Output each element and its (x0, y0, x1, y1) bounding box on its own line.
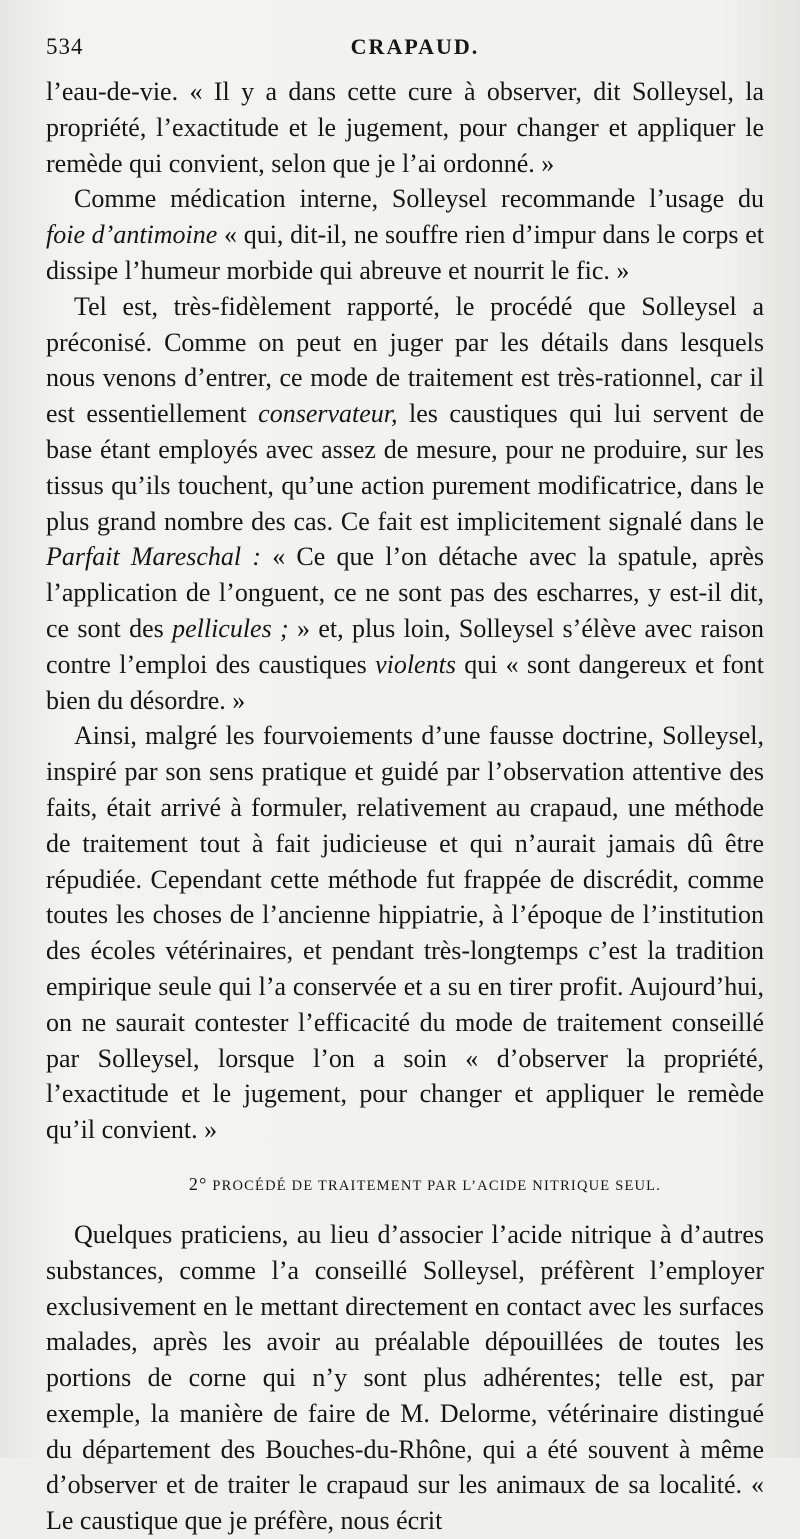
paragraph-2-italic: foie d’antimoine (46, 220, 218, 250)
body-text (46, 74, 764, 1539)
paragraph-2-text-a: Comme médication interne, Solleysel recommande l’usage du (74, 184, 764, 214)
paragraph-3-italic-3: pellicules ; (172, 613, 289, 643)
paragraph-3-italic-2: Parfait Mareschal : (46, 542, 261, 572)
paragraph-3-text-c: « Ce que l’on détache avec la spatule, après l’application de l’onguent, ce ne sont pas des escharres, y est-il dit, ce sont des (46, 542, 765, 643)
paragraph-2-text-b: « qui, dit-il, ne souffre rien d’impur dans le corps et dissipe l’humeur morbide qui abreuve et nourrit le fic. » (46, 220, 765, 285)
paragraph-3-italic-1: conservateur, (258, 399, 398, 429)
section-heading (46, 1174, 764, 1195)
section-heading-text: PROCÉDÉ DE TRAITEMENT PAR L’ACIDE NITRIQUE SEUL. (212, 1177, 662, 1194)
paragraph-3-italic-4: violents (375, 649, 456, 679)
paragraph-3-text-a: Tel est, très-fidèlement rapporté, le procédé que Solleysel a préconisé. Comme on peut en juger par les détails dans lesquels nous venons d’entrer, ce mode de traitement est très-rationnel, car il est essentiellement (46, 291, 764, 429)
page-header (46, 26, 764, 74)
paragraph-3-text-b: les caustiques qui lui servent de base étant employés avec assez de mesure, pour ne produire, sur les tissus qu’ils touchent, qu’une action purement modificatrice, dans le plus grand nombre des cas. Ce fait est implicitement signalé dans le (46, 399, 764, 536)
paragraph-5: Quelques praticiens, au lieu d’associer l’acide nitrique à d’autres substances, comme l’a conseillé Solleysel, préfèrent l’employer exclusivement en le mettant directement en contact avec les surfaces malades, après les avoir au préalable dépouillées de toutes les portions de corne qui n’y sont plus adhérentes; telle est, par exemple, la manière de faire de M. Delorme, vétérinaire distingué du département des Bouches-du-Rhône, qui a été souvent à même d’observer et de traiter le crapaud sur les animaux de sa localité. « Le caustique que je préfère, nous écrit (46, 1219, 764, 1536)
running-head: CRAPAUD. (350, 34, 480, 59)
paragraph-3 (46, 289, 764, 719)
paragraph-3-text-e: qui « sont dangereux et font bien du désordre. » (46, 649, 764, 715)
paragraph-2 (46, 181, 764, 288)
paragraph-3-text-d: » et, plus loin, Solleysel s’élève avec raison contre l’emploi des caustiques (46, 613, 764, 679)
page-number: 534 (46, 34, 84, 59)
paragraph-1: l’eau-de-vie. « Il y a dans cette cure à observer, dit Solleysel, la propriété, l’exactitude et le jugement, pour changer et appliquer le remède qui convient, selon que je l’ai ordonné. » (46, 77, 764, 178)
paragraph-4: Ainsi, malgré les fourvoiements d’une fausse doctrine, Solleysel, inspiré par son sens pratique et guidé par l’observation attentive des faits, était arrivé à formuler, relativement au crapaud, une méthode de traitement tout à fait judicieuse et qui n’aurait jamais dû être répudiée. Cependant cette méthode fut frappée de discrédit, comme toutes les choses de l’ancienne hippiatrie, à l’époque de l’institution des écoles vétérinaires, et pendant très-longtemps c’est la tradition empirique seule qui l’a conservée et a su en tirer profit. Aujourd’hui, on ne saurait contester l’efficacité du mode de traitement conseillé par Solleysel, lorsque l’on a soin « d’observer la propriété, l’exactitude et le jugement, pour changer et appliquer le remède qu’il convient. » (46, 721, 764, 1145)
section-heading-number: 2° (188, 1173, 208, 1194)
